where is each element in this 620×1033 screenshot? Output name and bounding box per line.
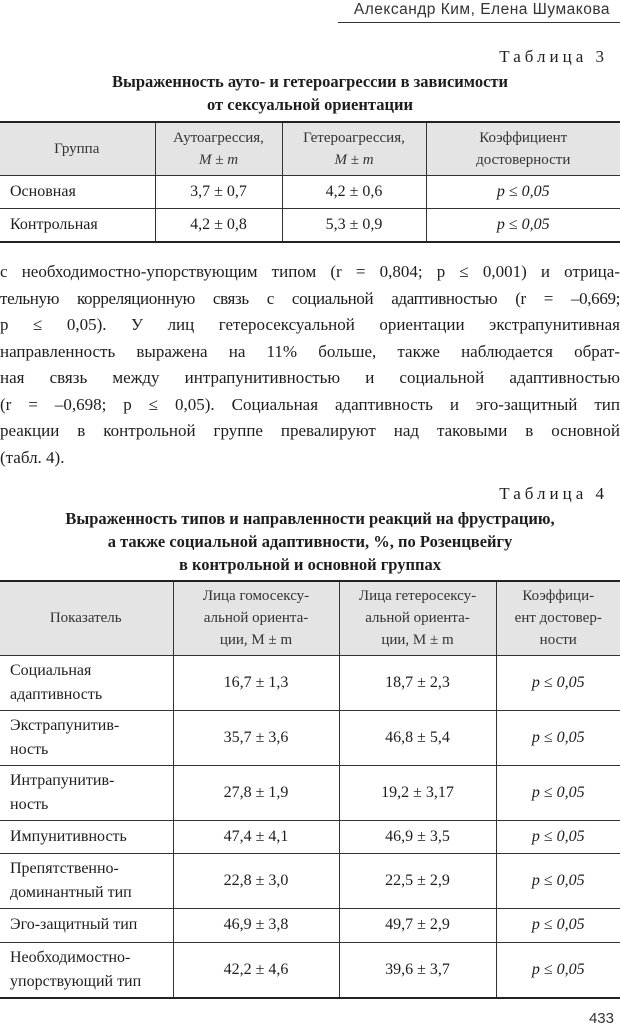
table4-header-hetero: Лица гетеросексу- альной ориента- ции, M ± m [339, 581, 496, 655]
table4-indicator-cell: Экстрапунитив- ность [0, 710, 173, 765]
table-row [0, 710, 620, 765]
table4-hetero-cell: 22,5 ± 2,9 [339, 853, 496, 908]
table4-title [0, 507, 620, 576]
table4-title-line: в контрольной и основной группах [178, 555, 442, 574]
table4-p-cell: p ≤ 0,05 [496, 853, 620, 908]
table4-title-line: Выраженность типов и направленности реакций на фрустрацию, [65, 509, 555, 528]
table4-homo-cell: 42,2 ± 4,6 [173, 942, 339, 998]
table4-indicator-cell: Интрапунитив- ность [0, 765, 173, 820]
paragraph-line: p ≤ 0,05). У лиц гетеросексуальной ориентации экстрапунитивная [0, 315, 620, 334]
table-row [0, 765, 620, 820]
table3-header-coef: Коэффициент достоверности [426, 122, 620, 175]
table3-title-line: Выраженность ауто- и гетероагрессии в зависимости [111, 72, 509, 91]
table3-title [0, 70, 620, 116]
table-row [0, 175, 620, 208]
paragraph-line: (табл. 4). [0, 447, 65, 467]
paragraph-line: с необходимостно-упорствующим типом (r = 0,804; p ≤ 0,001) и отрица- [0, 262, 620, 281]
table-row [0, 208, 620, 242]
table4-indicator-cell: Препятственно- доминантный тип [0, 853, 173, 908]
table4-hetero-cell: 39,6 ± 3,7 [339, 942, 496, 998]
table-row [0, 853, 620, 908]
table3-label: Таблица 3 [499, 47, 608, 66]
table4-header-indicator: Показатель [0, 581, 173, 655]
table4-indicator-cell: Импунитивность [0, 820, 173, 853]
table4-homo-cell: 47,4 ± 4,1 [173, 820, 339, 853]
table4-title-line: а также социальной адаптивности, %, по Розенцвейгу [107, 532, 513, 551]
table3-p-cell: p ≤ 0,05 [426, 208, 620, 242]
table3-title-line: от сексуальной ориентации [207, 95, 413, 114]
table4-homo-cell: 27,8 ± 1,9 [173, 765, 339, 820]
paragraph-line: тельную корреляционную связь с социальной адаптивностью (r = –0,669; [0, 288, 620, 308]
table4-header-row [0, 581, 620, 655]
paragraph-line: направленность выражена на 11% больше, также наблюдается обрат- [0, 341, 620, 361]
table4-indicator-cell: Необходимостно- упорствующий тип [0, 942, 173, 998]
table4-p-cell: p ≤ 0,05 [496, 655, 620, 710]
table4-hetero-cell: 46,8 ± 5,4 [339, 710, 496, 765]
table4 [0, 580, 620, 999]
table4-hetero-cell: 46,9 ± 3,5 [339, 820, 496, 853]
table4-homo-cell: 22,8 ± 3,0 [173, 853, 339, 908]
paragraph-line: (r = –0,698; p ≤ 0,05). Социальная адаптивность и эго-защитный тип [0, 394, 620, 414]
table4-indicator-cell: Эго-защитный тип [0, 908, 173, 942]
paragraph-line: ная связь между интрапунитивностью и социальной адаптивностью [0, 368, 620, 387]
table3-auto-cell: 4,2 ± 0,8 [155, 208, 282, 242]
table3-hetero-cell: 4,2 ± 0,6 [282, 175, 426, 208]
table3-group-cell: Контрольная [0, 208, 155, 242]
table3-p-cell: p ≤ 0,05 [426, 175, 620, 208]
table-row [0, 820, 620, 853]
paragraph-line: реакции в контрольной группе превалируют над таковыми в основной [0, 421, 620, 440]
table3-header-hetero: Гетероагрессия, M ± m [282, 122, 426, 175]
running-head-rule [338, 22, 620, 23]
table4-p-cell: p ≤ 0,05 [496, 820, 620, 853]
table3 [0, 121, 620, 243]
table4-p-cell: p ≤ 0,05 [496, 908, 620, 942]
table4-homo-cell: 46,9 ± 3,8 [173, 908, 339, 942]
table3-header-row [0, 122, 620, 175]
table4-p-cell: p ≤ 0,05 [496, 942, 620, 998]
table-row [0, 942, 620, 998]
page-number: 433 [588, 1010, 614, 1027]
table3-header-group: Группа [0, 122, 155, 175]
table4-hetero-cell: 49,7 ± 2,9 [339, 908, 496, 942]
table4-hetero-cell: 19,2 ± 3,17 [339, 765, 496, 820]
table4-header-homo: Лица гомосексу- альной ориента- ции, M ± m [173, 581, 339, 655]
body-paragraph [0, 259, 620, 471]
table-row [0, 655, 620, 710]
table3-group-cell: Основная [0, 175, 155, 208]
running-head: Александр Ким, Елена Шумакова [353, 1, 610, 18]
table4-label: Таблица 4 [499, 484, 608, 503]
table3-hetero-cell: 5,3 ± 0,9 [282, 208, 426, 242]
table3-header-auto: Аутоагрессия, M ± m [155, 122, 282, 175]
table4-hetero-cell: 18,7 ± 2,3 [339, 655, 496, 710]
table4-header-coef: Коэффици- ент достовер- ности [496, 581, 620, 655]
table3-auto-cell: 3,7 ± 0,7 [155, 175, 282, 208]
table4-p-cell: p ≤ 0,05 [496, 765, 620, 820]
table4-p-cell: p ≤ 0,05 [496, 710, 620, 765]
table4-homo-cell: 35,7 ± 3,6 [173, 710, 339, 765]
table4-indicator-cell: Социальная адаптивность [0, 655, 173, 710]
table4-homo-cell: 16,7 ± 1,3 [173, 655, 339, 710]
table-row [0, 908, 620, 942]
